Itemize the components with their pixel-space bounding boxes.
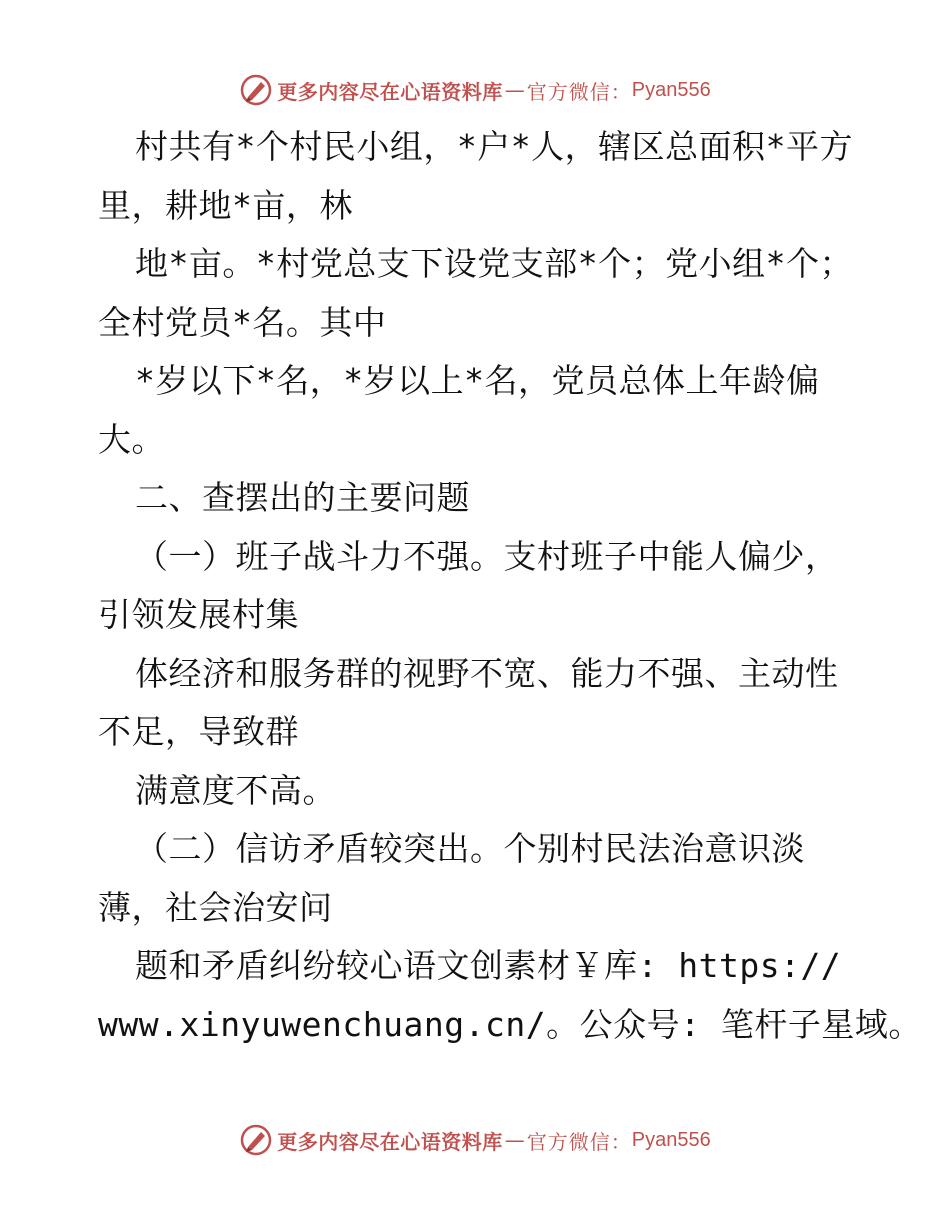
footer-watermark bbox=[0, 1120, 950, 1160]
body-line: www.xinyuwenchuang.cn/。公众号: 笔杆子星域。 bbox=[98, 1004, 922, 1044]
header-text-sub: 官方微信： bbox=[526, 79, 632, 104]
body-line: 全村党员*名。其中 bbox=[98, 302, 387, 342]
body-line: 薄，社会治安问 bbox=[98, 887, 333, 927]
body-line: 题和矛盾纠纷较心语文创素材￥库: https:// bbox=[135, 946, 842, 985]
footer-text-main: 更多内容尽在心语资料库 bbox=[277, 1129, 503, 1154]
footer-wechat-id: Pyan556 bbox=[631, 1128, 711, 1151]
body-line: 地*亩。*村党总支下设党支部*个；党小组*个； bbox=[135, 244, 853, 283]
body-line: （二）信访矛盾较突出。个别村民法治意识淡 bbox=[135, 829, 805, 868]
body-line: 大。 bbox=[98, 419, 165, 459]
body-line: 村共有*个村民小组，*户*人，辖区总面积*平方 bbox=[135, 127, 853, 166]
header-watermark bbox=[0, 70, 950, 110]
body-line: 不足，导致群 bbox=[98, 712, 299, 751]
pen-logo-icon bbox=[239, 1123, 273, 1157]
body-line: 体经济和服务群的视野不宽、能力不强、主动性 bbox=[135, 653, 839, 693]
document-body bbox=[98, 118, 922, 1054]
header-text-main: 更多内容尽在心语资料库 bbox=[277, 79, 503, 104]
body-line: 引领发展村集 bbox=[98, 595, 299, 634]
body-line: *岁以下*名，*岁以上*名，党员总体上年龄偏 bbox=[135, 361, 820, 400]
section-heading: 二、查摆出的主要问题 bbox=[135, 478, 470, 517]
header-wechat-id: Pyan556 bbox=[631, 78, 711, 101]
body-line: 满意度不高。 bbox=[135, 770, 336, 810]
header-dash: — bbox=[504, 78, 525, 102]
footer-text-sub: 官方微信： bbox=[526, 1129, 632, 1154]
body-line: （一）班子战斗力不强。支村班子中能人偏少， bbox=[135, 536, 839, 576]
body-line: 里，耕地*亩，林 bbox=[98, 185, 353, 225]
pen-logo-icon bbox=[239, 73, 273, 107]
footer-dash: — bbox=[504, 1128, 525, 1152]
